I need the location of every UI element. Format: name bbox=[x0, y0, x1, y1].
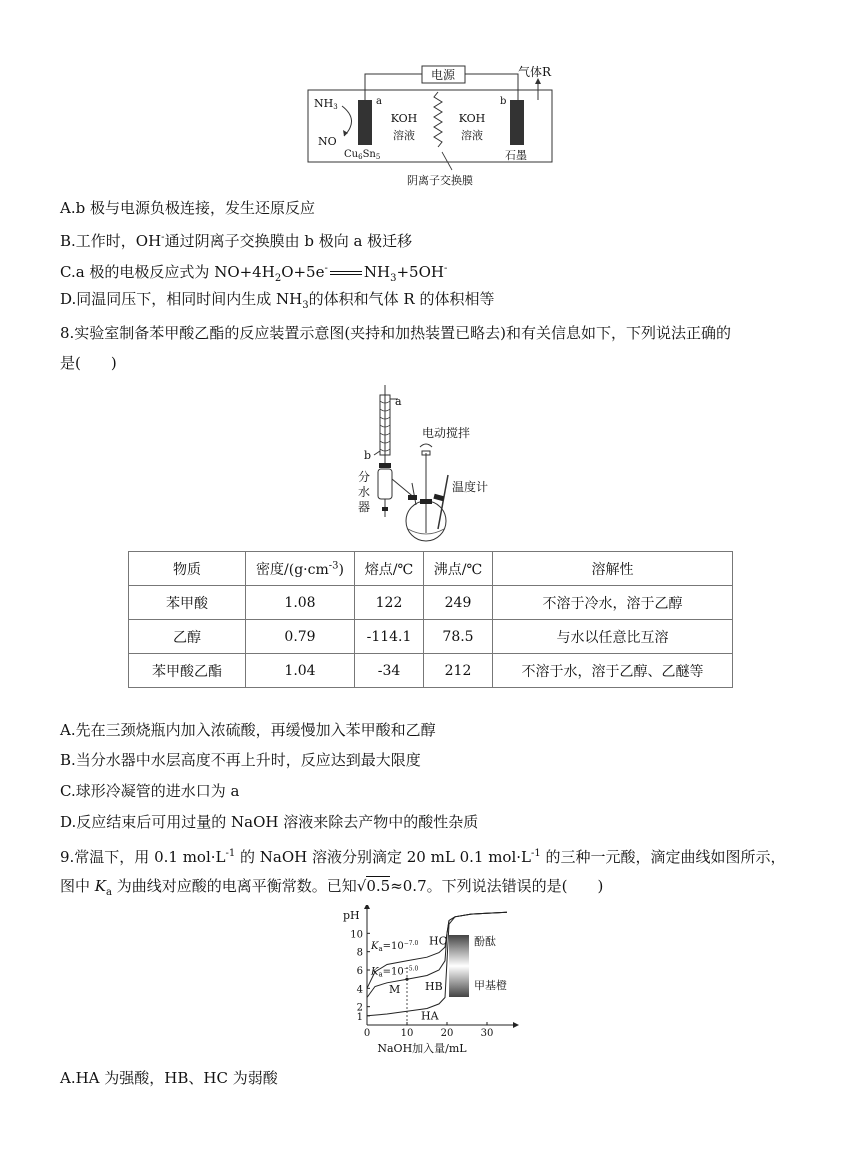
nh3-label: NH3 bbox=[314, 97, 338, 111]
table-row bbox=[129, 654, 733, 688]
properties-table bbox=[128, 551, 733, 688]
q8-option-c: C.球形冷凝管的进水口为 a bbox=[60, 782, 240, 800]
q7-option-b: B.工作时，OH-通过阴离子交换膜由 b 极向 a 极迁移 bbox=[60, 232, 413, 250]
electrolysis-diagram bbox=[300, 62, 560, 192]
q8-stem-line2: 是( ) bbox=[60, 354, 117, 372]
electrode-b-label: b bbox=[500, 96, 507, 107]
cell: 212 bbox=[424, 654, 493, 688]
point-m-label: M bbox=[389, 982, 401, 996]
cell: 122 bbox=[355, 586, 424, 620]
cell: 不溶于冷水，溶于乙醇 bbox=[493, 586, 733, 620]
separator-char-2: 水 bbox=[358, 485, 371, 499]
q9-stem-line2: 图中 $K_a$ 为曲线对应酸的电离平衡常数。已知√0.5≈0.7。下列说法错误的是( ) bbox=[60, 877, 604, 898]
x-tick-label: 0 bbox=[363, 1028, 371, 1039]
apparatus-diagram bbox=[350, 383, 510, 543]
membrane-label: 阴离子交换膜 bbox=[407, 174, 473, 187]
thermometer-label: 温度计 bbox=[452, 480, 489, 494]
stirrer-label: 电动搅拌 bbox=[422, 426, 471, 440]
cusn-label: $Cu_6Sn_5$ bbox=[344, 149, 381, 161]
y-tick-label: 1 bbox=[356, 1011, 363, 1023]
sol-right: 溶液 bbox=[461, 129, 483, 142]
series-label-hb: HB bbox=[425, 980, 443, 994]
cell: -114.1 bbox=[355, 620, 424, 654]
y-tick-label: 6 bbox=[356, 966, 363, 977]
q8-option-b: B.当分水器中水层高度不再上升时，反应达到最大限度 bbox=[60, 751, 421, 769]
phenolphthalein-label: 酚酞 bbox=[474, 935, 496, 948]
q7-option-a: A.b 极与电源负极连接，发生还原反应 bbox=[60, 199, 315, 217]
gas-label: 气体R bbox=[518, 65, 552, 79]
x-axis-label: NaOH加入量/mL bbox=[377, 1042, 467, 1055]
header-substance: 物质 bbox=[129, 552, 246, 586]
x-tick-label: 20 bbox=[440, 1028, 454, 1039]
separator-char-1: 分 bbox=[358, 470, 371, 484]
cell: 78.5 bbox=[424, 620, 493, 654]
titration-chart bbox=[335, 905, 535, 1057]
cell: 苯甲酸 bbox=[129, 586, 246, 620]
graphite-label: 石墨 bbox=[505, 149, 527, 162]
port-a-label: a bbox=[395, 395, 402, 408]
y-tick-label: 2 bbox=[356, 1002, 363, 1014]
no-label: NO bbox=[318, 135, 337, 148]
y-tick-label: 4 bbox=[356, 984, 363, 996]
ka-hc-label: $K_a=10^{-7.0}$ bbox=[371, 939, 419, 953]
separator-char-3: 器 bbox=[358, 500, 371, 514]
cell: 乙醇 bbox=[129, 620, 246, 654]
cell: 不溶于水，溶于乙醇、乙醚等 bbox=[493, 654, 733, 688]
port-b-label: b bbox=[364, 449, 372, 462]
table-row bbox=[129, 586, 733, 620]
table-row bbox=[129, 620, 733, 654]
methyl-orange-label: 甲基橙 bbox=[474, 979, 507, 992]
power-label: 电源 bbox=[430, 68, 456, 82]
cell: -34 bbox=[355, 654, 424, 688]
series-label-ha: HA bbox=[421, 1009, 439, 1023]
q7-option-d: D.同温同压下，相同时间内生成 $NH_3$的体积和气体 R 的体积相等 bbox=[60, 290, 495, 311]
sol-left: 溶液 bbox=[393, 129, 415, 142]
header-solubility: 溶解性 bbox=[493, 552, 733, 586]
x-tick-label: 10 bbox=[400, 1028, 414, 1039]
electrode-a-label: a bbox=[376, 96, 382, 107]
indicator-bar bbox=[449, 935, 469, 997]
ka-hb-label: $K_a=10^{-5.0}$ bbox=[371, 965, 419, 979]
cell: 0.79 bbox=[246, 620, 355, 654]
q8-option-d: D.反应结束后可用过量的 NaOH 溶液来除去产物中的酸性杂质 bbox=[60, 813, 479, 831]
header-boiling: 沸点/℃ bbox=[424, 552, 493, 586]
point-m bbox=[405, 978, 408, 981]
q9-stem-line1: 9.常温下，用 0.1 $mol\cdot L^{-1}$ 的 NaOH 溶液分别滴定 20 mL 0.1 $mol\cdot L^{-1}$ 的三种一元酸，滴定曲线如图所示， bbox=[60, 848, 786, 866]
series-label-hc: HC bbox=[429, 934, 448, 948]
cell: 249 bbox=[424, 586, 493, 620]
cell: 1.08 bbox=[246, 586, 355, 620]
header-density: 密度$/(g\cdot cm^{-3})$ bbox=[246, 552, 355, 586]
q8-option-a: A.先在三颈烧瓶内加入浓硫酸，再缓慢加入苯甲酸和乙醇 bbox=[60, 721, 436, 739]
q9-option-a: A.HA 为强酸，HB、HC 为弱酸 bbox=[60, 1069, 278, 1087]
q8-stem-line1: 8.实验室制备苯甲酸乙酯的反应装置示意图(夹持和加热装置已略去)和有关信息如下，下列说法正确的 bbox=[60, 324, 732, 342]
x-tick-label: 30 bbox=[480, 1028, 494, 1039]
koh-right: KOH bbox=[458, 112, 486, 125]
header-melting: 熔点/℃ bbox=[355, 552, 424, 586]
y-tick-label: 10 bbox=[350, 929, 363, 941]
y-tick-label: 8 bbox=[356, 947, 363, 959]
cell: 苯甲酸乙酯 bbox=[129, 654, 246, 688]
y-axis-label: pH bbox=[343, 909, 360, 922]
x-axis-arrow bbox=[513, 1022, 519, 1028]
table-header-row bbox=[129, 552, 733, 586]
cell: 与水以任意比互溶 bbox=[493, 620, 733, 654]
q7-option-c: C.a 极的电极反应式为 $NO+4H_2O+5e^-$ $NH_3+5OH^-$ bbox=[60, 263, 448, 284]
y-axis-arrow bbox=[364, 905, 370, 909]
cell: 1.04 bbox=[246, 654, 355, 688]
koh-left: KOH bbox=[390, 112, 418, 125]
